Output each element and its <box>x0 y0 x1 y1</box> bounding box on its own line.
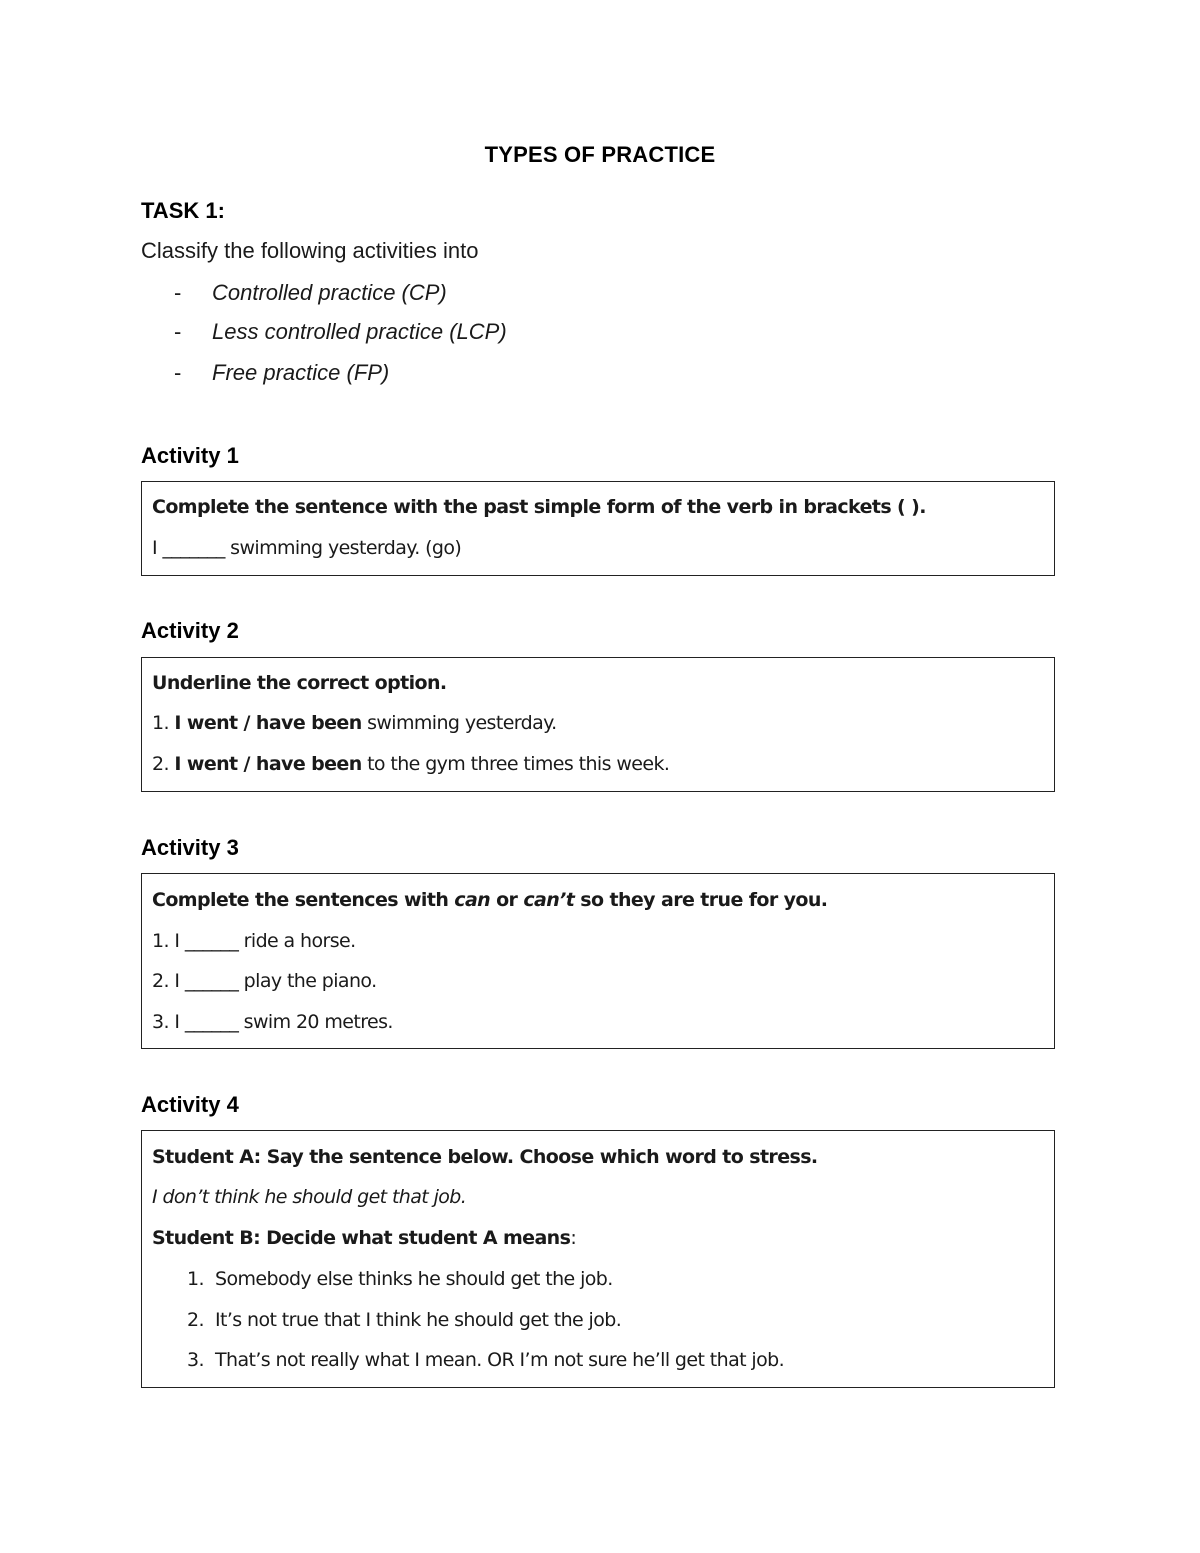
activity-4-box <box>141 1130 1055 1388</box>
item-number: 1. <box>152 930 169 952</box>
activity-2-instruction: Underline the correct option. <box>152 672 447 694</box>
option-text: Free practice (FP) <box>212 360 390 385</box>
instruction-word-can: can <box>454 889 491 911</box>
option-item-cp <box>174 280 447 306</box>
item-number: 3. <box>187 1349 204 1371</box>
activity-3-heading: Activity 3 <box>141 835 239 860</box>
item-options: I went / have been <box>174 712 362 734</box>
option-dash: - <box>174 360 182 385</box>
item-number: 2. <box>152 970 169 992</box>
activity-3-instruction <box>152 889 827 911</box>
item-options: I went / have been <box>174 753 362 775</box>
item-text: Somebody else thinks he should get the job. <box>215 1268 613 1290</box>
activity-2-heading: Activity 2 <box>141 618 239 643</box>
list-item <box>152 1011 393 1033</box>
item-number: 2. <box>187 1309 204 1331</box>
item-number: 1. <box>187 1268 204 1290</box>
list-item <box>152 970 377 992</box>
activity-1-heading: Activity 1 <box>141 443 239 468</box>
item-text: I ______ ride a horse. <box>174 930 356 952</box>
item-rest: to the gym three times this week. <box>361 753 670 775</box>
item-rest: swimming yesterday. <box>361 712 557 734</box>
student-b-label: Student B: Decide what student A means <box>152 1227 571 1249</box>
instruction-part: or <box>490 889 524 911</box>
list-item <box>187 1309 621 1331</box>
student-b-colon: : <box>570 1227 577 1249</box>
option-item-lcp <box>174 319 507 345</box>
item-text: It’s not true that I think he should get the job. <box>215 1309 622 1331</box>
option-item-fp <box>174 360 389 386</box>
activity-2-box <box>141 657 1055 792</box>
activity-1-box <box>141 481 1055 576</box>
activity-1-sentence: I _______ swimming yesterday. (go) <box>152 537 462 559</box>
item-text: I ______ swim 20 metres. <box>174 1011 393 1033</box>
instruction-word-cant: can’t <box>523 889 575 911</box>
option-text: Less controlled practice (LCP) <box>212 319 507 344</box>
stress-sentence: I don’t think he should get that job. <box>152 1186 467 1208</box>
item-text: I ______ play the piano. <box>174 970 377 992</box>
option-dash: - <box>174 280 182 305</box>
list-item <box>152 930 356 952</box>
instruction-part: Complete the sentences with <box>152 889 455 911</box>
list-item <box>187 1268 613 1290</box>
item-number: 1. <box>152 712 169 734</box>
item-number: 3. <box>152 1011 169 1033</box>
instruction-part: so they are true for you. <box>574 889 828 911</box>
item-text: That’s not really what I mean. OR I’m not sure he’ll get that job. <box>215 1349 785 1371</box>
task-instruction: Classify the following activities into <box>141 238 479 263</box>
item-number: 2. <box>152 753 169 775</box>
list-item <box>187 1349 784 1371</box>
student-b-instruction <box>152 1227 576 1249</box>
task-heading: TASK 1: <box>141 198 225 223</box>
option-text: Controlled practice (CP) <box>212 280 447 305</box>
student-a-instruction: Student A: Say the sentence below. Choose which word to stress. <box>152 1146 818 1168</box>
activity-1-instruction: Complete the sentence with the past simple form of the verb in brackets ( ). <box>152 496 926 518</box>
page-title: TYPES OF PRACTICE <box>484 142 716 167</box>
activity-4-heading: Activity 4 <box>141 1092 239 1117</box>
list-item <box>152 712 557 734</box>
list-item <box>152 753 669 775</box>
activity-3-box <box>141 873 1055 1049</box>
option-dash: - <box>174 319 182 344</box>
